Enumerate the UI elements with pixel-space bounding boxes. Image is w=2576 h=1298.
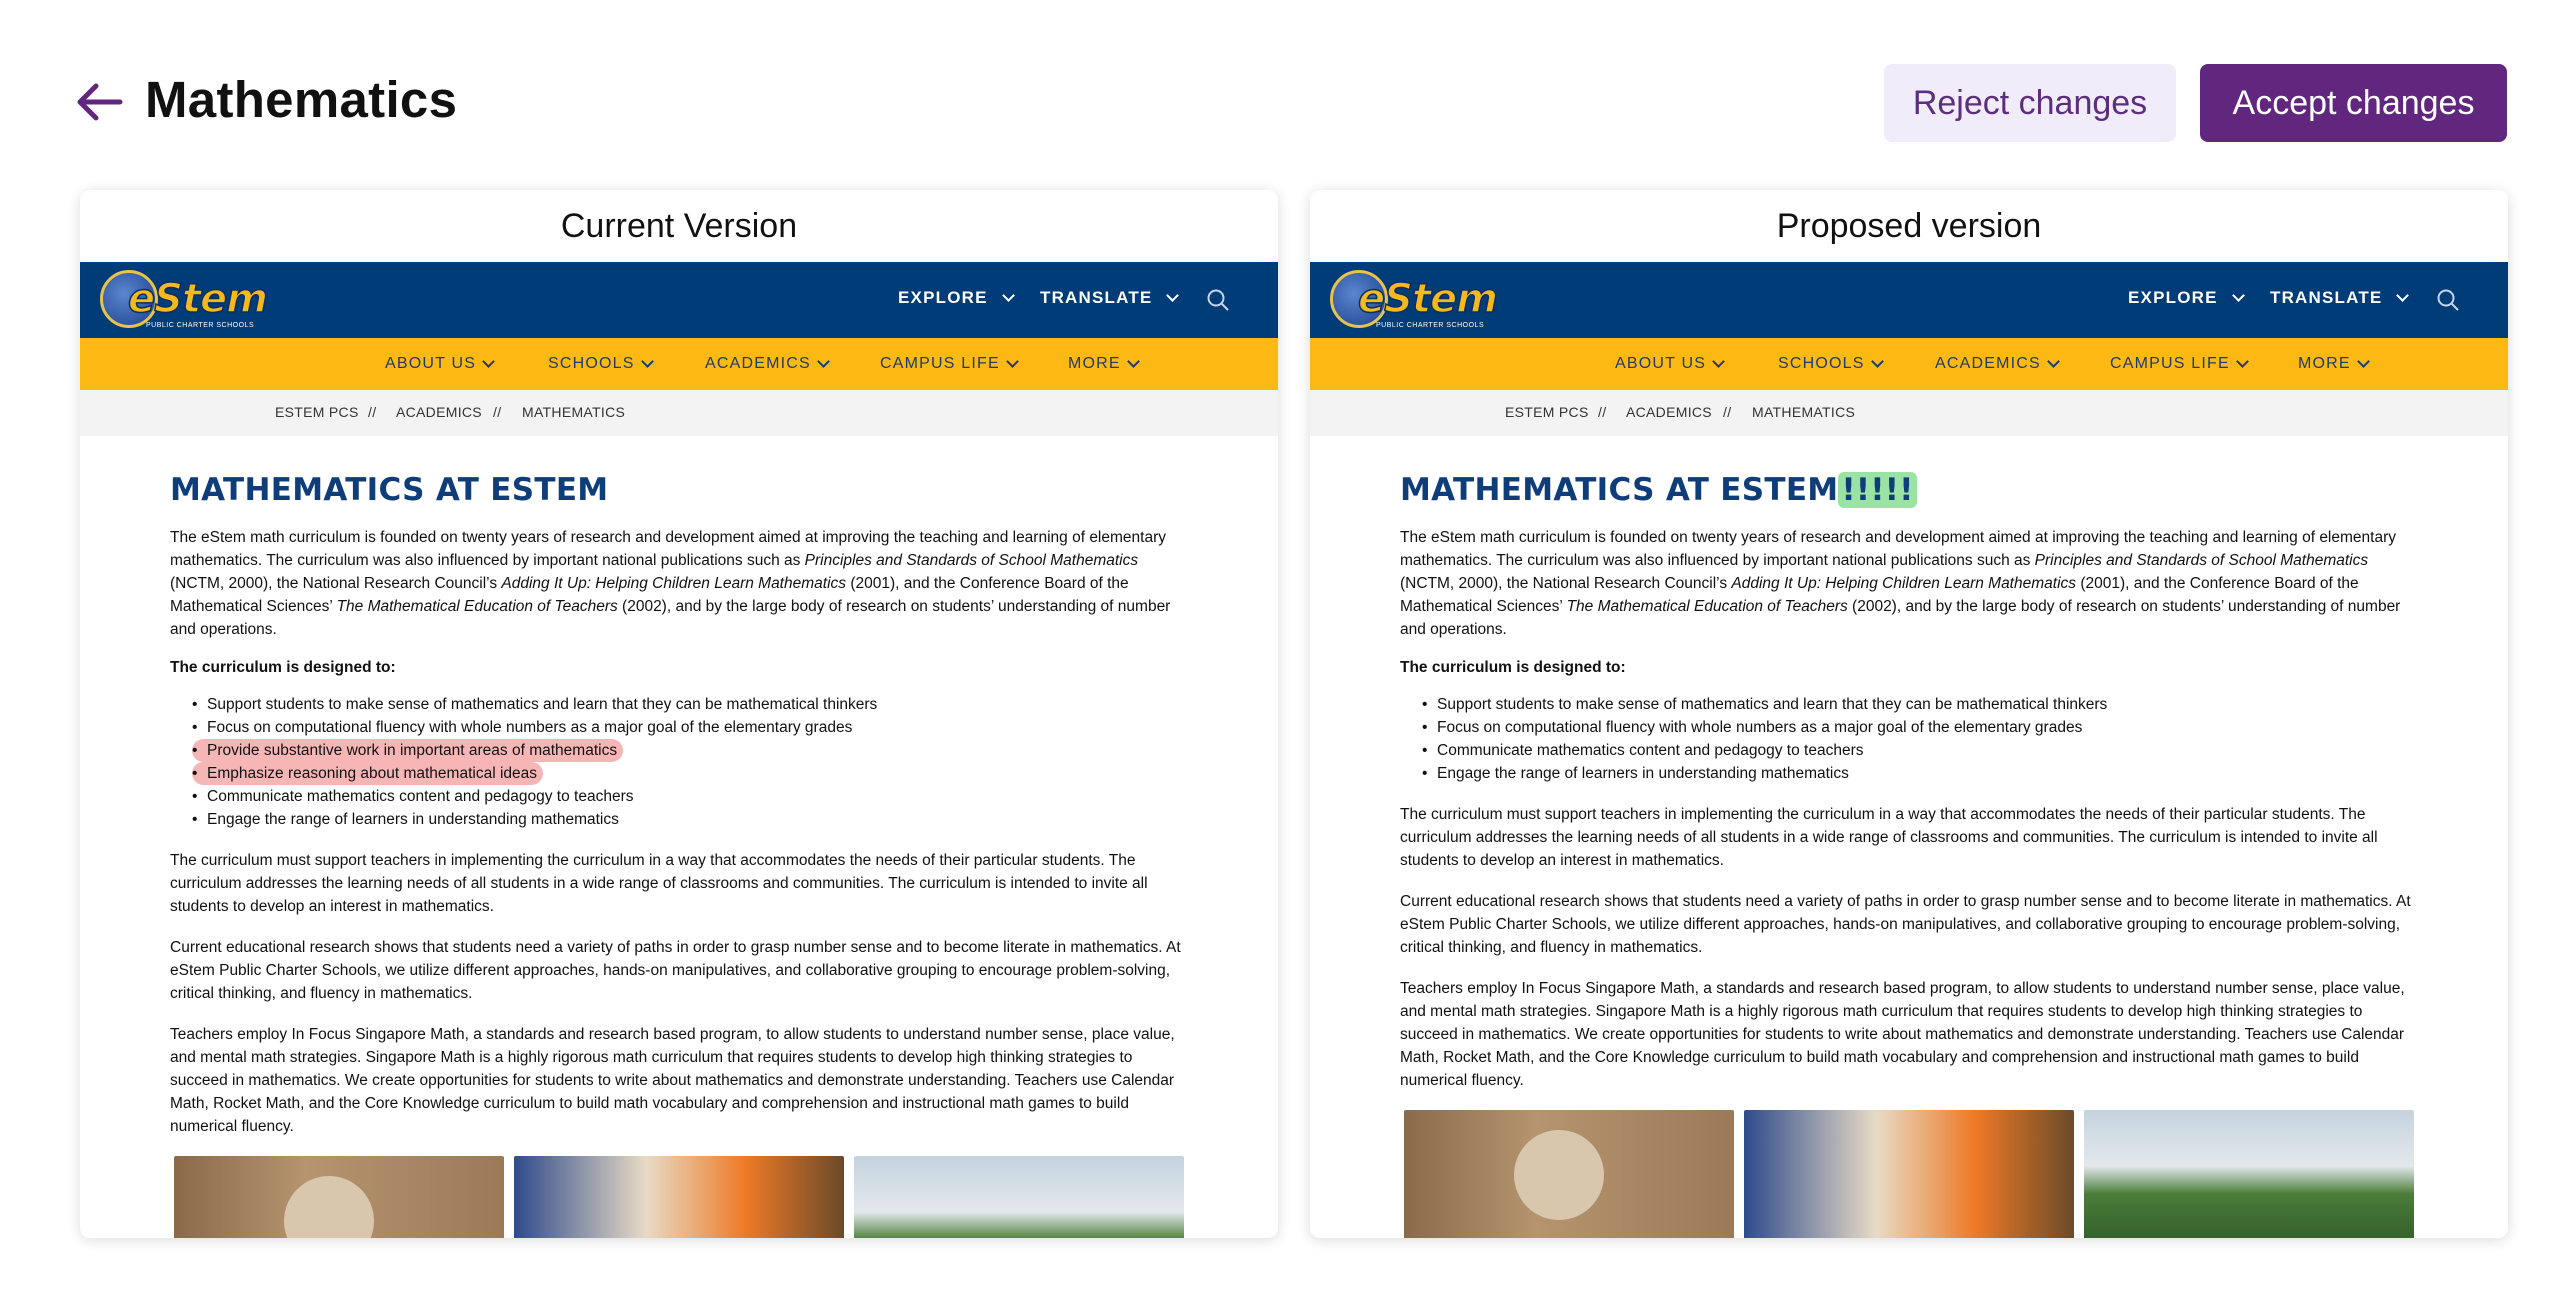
logo-tagline: PUBLIC CHARTER SCHOOLS [1376,322,1485,329]
search-icon[interactable] [2436,288,2460,312]
article-heading: MATHEMATICS AT ESTEM [170,472,609,508]
text-run: (2001), and the Conference Board of the Mathematical Sciences’ [170,575,1129,615]
paragraph: Current educational research shows that students need a variety of paths in order to grasp number sense and to become literate in mathematics. At eStem Public Charter Schools, we utilize different approaches, hands-on manipulatives, and collaborative grouping to encourage problem-solving, critical thinking, and fluency in mathematics. [170,939,1181,1002]
subnav-schools[interactable] [548,355,652,373]
subnav-campus-life[interactable] [2110,355,2247,373]
chevron-down-icon [1712,355,1725,368]
article-content [80,436,1278,1238]
text-italic: Adding It Up: Helping Children Learn Mathematics [501,575,847,592]
logo-text: eStem [1358,276,1497,322]
list-item: • Communicate mathematics content and pedagogy to teachers [1422,739,2418,762]
chevron-down-icon [1127,355,1140,368]
website-preview[interactable] [80,262,1278,1238]
search-icon[interactable] [1206,288,1230,312]
photo-outdoor [854,1156,1184,1238]
subnav-label: ACADEMICS [705,355,811,372]
designed-to-label: The curriculum is designed to: [170,659,396,676]
paragraph: Teachers employ In Focus Singapore Math, a standards and research based program, to allow students to understand number sense, place value, and mental math strategies. Singapore Math is a highly rigorous math curriculum that requires students to develop high thinking strategies to succeed in mathematics. We create opportunities for students to write about mathematics and demonstrate understanding. Teachers use Calendar Math, Rocket Math, and the Core Knowledge curriculum to build math vocabulary and comprehension and instructional math games to build numerical fluency. [170,1026,1175,1135]
subnav-label: CAMPUS LIFE [2110,355,2230,372]
text-italic: Adding It Up: Helping Children Learn Mathematics [1731,575,2077,592]
chevron-down-icon [817,355,830,368]
added-highlight: !!!!! [1838,472,1916,508]
chevron-down-icon [641,355,654,368]
text-italic: Principles and Standards of School Mathematics [2034,552,2369,569]
subnav-label: MORE [2298,355,2351,372]
website-preview[interactable] [1310,262,2508,1238]
subnav-label: ACADEMICS [1935,355,2041,372]
proposed-version-panel [1310,190,2508,1238]
site-navbar [80,262,1278,338]
removed-highlight: Provide substantive work in important areas of mathematics [192,739,623,762]
nav-explore-label: EXPLORE [2128,288,2218,307]
breadcrumb-academics[interactable]: ACADEMICS [396,404,482,420]
nav-explore-label: EXPLORE [898,288,988,307]
article-content [1310,436,2508,1238]
subnav-label: MORE [1068,355,1121,372]
paragraph: The curriculum must support teachers in implementing the curriculum in a way that accommodates the needs of their particular students. The curriculum addresses the learning needs of all students in a wide range of classrooms and communities. The curriculum is intended to invite all students to develop an interest in mathematics. [1400,806,2378,869]
breadcrumb-separator: // [1598,404,1607,420]
text-run: (2002), and by the large body of research on students’ understanding of number and operations. [1400,598,2401,638]
subnav-schools[interactable] [1778,355,1882,373]
breadcrumb-separator: // [1723,404,1732,420]
chevron-down-icon [1167,289,1180,302]
chevron-down-icon [482,355,495,368]
paragraph: Current educational research shows that students need a variety of paths in order to grasp number sense and to become literate in mathematics. At eStem Public Charter Schools, we utilize different approaches, hands-on manipulatives, and collaborative grouping to encourage problem-solving, critical thinking, and fluency in mathematics. [1400,893,2411,956]
subnav-label: SCHOOLS [1778,355,1865,372]
nav-translate-label: TRANSLATE [1040,288,1153,307]
text-italic: The Mathematical Education of Teachers [1566,598,1848,615]
paragraph: Teachers employ In Focus Singapore Math, a standards and research based program, to allow students to understand number sense, place value, and mental math strategies. Singapore Math is a highly rigorous math curriculum that requires students to develop high thinking strategies to succeed in mathematics. We create opportunities for students to write about mathematics and demonstrate understanding. Teachers use Calendar Math, Rocket Math, and the Core Knowledge curriculum to build math vocabulary and comprehension and instructional math games to build numerical fluency. [1400,980,2405,1089]
site-subnav [80,338,1278,390]
nav-translate[interactable] [1040,288,1177,308]
chevron-down-icon [2232,289,2245,302]
breadcrumb [80,390,1278,436]
subnav-label: ABOUT US [1615,355,1707,372]
breadcrumb-separator: // [368,404,377,420]
chevron-down-icon [2357,355,2370,368]
logo-text: eStem [128,276,267,322]
photo-student-thumbs-up [174,1156,504,1238]
text-italic: The Mathematical Education of Teachers [336,598,618,615]
photo-student-thumbs-up [1404,1110,1734,1238]
list-item: • Engage the range of learners in understanding mathematics [1422,762,2418,785]
text-run: (2002), and by the large body of research on students’ understanding of number and operations. [170,598,1171,638]
subnav-campus-life[interactable] [880,355,1017,373]
back-arrow-icon[interactable] [74,80,124,124]
chevron-down-icon [2047,355,2060,368]
breadcrumb [1310,390,2508,436]
breadcrumb-current: MATHEMATICS [1752,404,1856,420]
list-item: • Support students to make sense of mathematics and learn that they can be mathematical thinkers [192,693,1188,716]
subnav-about-us[interactable] [1615,355,1723,373]
breadcrumb-academics[interactable]: ACADEMICS [1626,404,1712,420]
site-navbar [1310,262,2508,338]
text-italic: Principles and Standards of School Mathematics [804,552,1139,569]
panel-title: Current Version [560,206,798,245]
breadcrumb-home[interactable]: ESTEM PCS [275,404,359,420]
current-version-panel [80,190,1278,1238]
chevron-down-icon [2397,289,2410,302]
photo-gallery [1404,1110,2418,1238]
subnav-academics[interactable] [705,355,828,373]
nav-translate[interactable] [2270,288,2407,308]
subnav-label: CAMPUS LIFE [880,355,1000,372]
accept-changes-button[interactable]: Accept changes [2200,64,2507,142]
breadcrumb-separator: // [493,404,502,420]
photo-outdoor [2084,1110,2414,1238]
chevron-down-icon [1006,355,1019,368]
bullet-list [1400,693,2418,785]
removed-highlight: Emphasize reasoning about mathematical ideas [192,762,543,785]
photo-classroom [1744,1110,2074,1238]
photo-gallery [174,1156,1188,1238]
text-run: The eStem math curriculum is founded on twenty years of research and development aimed at improving the teaching and learning of elementary mathematics. The curriculum was also influenced by important national publications such as [1400,529,2396,569]
breadcrumb-home[interactable]: ESTEM PCS [1505,404,1589,420]
list-item-removed [192,762,1188,785]
text-run: The eStem math curriculum is founded on twenty years of research and development aimed at improving the teaching and learning of elementary mathematics. The curriculum was also influenced by important national publications such as [170,529,1166,569]
list-item: • Support students to make sense of mathematics and learn that they can be mathematical thinkers [1422,693,2418,716]
subnav-more[interactable] [1068,355,1138,373]
subnav-academics[interactable] [1935,355,2058,373]
list-item: • Focus on computational fluency with whole numbers as a major goal of the elementary grades [1422,716,2418,739]
designed-to-label: The curriculum is designed to: [1400,659,1626,676]
nav-translate-label: TRANSLATE [2270,288,2383,307]
list-item-removed [192,739,1188,762]
text-run: (NCTM, 2000), the National Research Council’s [1400,575,1732,592]
site-subnav [1310,338,2508,390]
nav-explore[interactable] [898,288,1013,308]
chevron-down-icon [1002,289,1015,302]
subnav-about-us[interactable] [385,355,493,373]
text-run: (NCTM, 2000), the National Research Council’s [170,575,502,592]
heading-text: MATHEMATICS AT ESTEM [1400,472,1839,508]
subnav-more[interactable] [2298,355,2368,373]
list-item: • Communicate mathematics content and pedagogy to teachers [192,785,1188,808]
breadcrumb-current: MATHEMATICS [522,404,626,420]
chevron-down-icon [2236,355,2249,368]
article-heading [1400,472,2418,508]
paragraph: The curriculum must support teachers in implementing the curriculum in a way that accommodates the needs of their particular students. The curriculum addresses the learning needs of all students in a wide range of classrooms and communities. The curriculum is intended to invite all students to develop an interest in mathematics. [170,852,1148,915]
list-item: • Focus on computational fluency with whole numbers as a major goal of the elementary grades [192,716,1188,739]
subnav-label: SCHOOLS [548,355,635,372]
bullet-list [170,693,1188,831]
page-title: Mathematics [145,71,458,128]
intro-paragraph [170,526,1188,641]
photo-classroom [514,1156,844,1238]
logo-tagline: PUBLIC CHARTER SCHOOLS [146,322,255,329]
reject-changes-button[interactable]: Reject changes [1884,64,2176,142]
chevron-down-icon [1871,355,1884,368]
estem-logo[interactable] [1330,268,1497,332]
subnav-label: ABOUT US [385,355,477,372]
panel-title: Proposed version [1776,206,2042,245]
text-run: (2001), and the Conference Board of the Mathematical Sciences’ [1400,575,2359,615]
nav-explore[interactable] [2128,288,2243,308]
top-bar [0,0,2576,190]
intro-paragraph [1400,526,2418,641]
estem-logo[interactable] [100,268,267,332]
list-item: • Engage the range of learners in understanding mathematics [192,808,1188,831]
